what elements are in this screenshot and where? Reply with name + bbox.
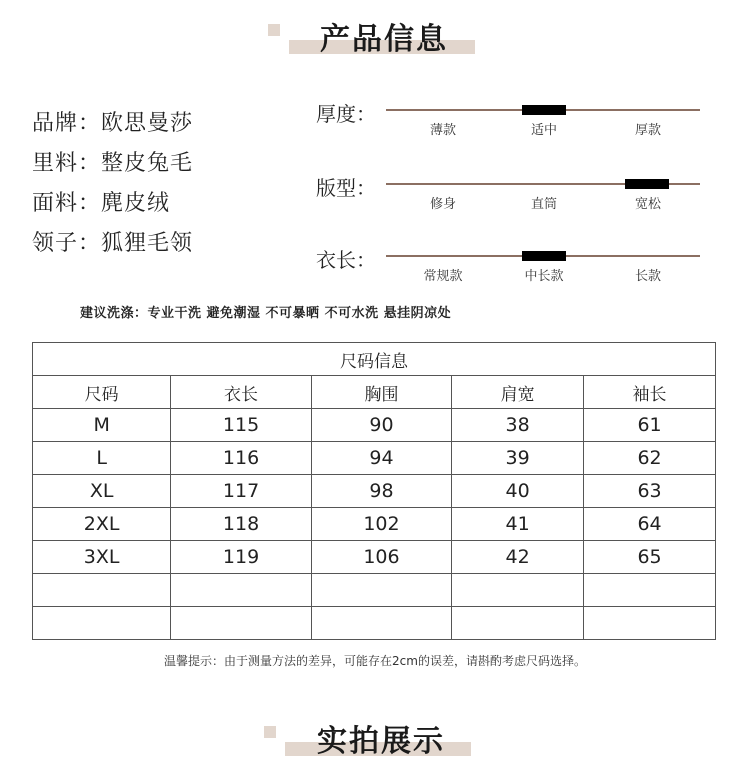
shoulder-cell: 39 [452,442,584,475]
header-cell: 衣长 [171,376,311,409]
measurement-tip: 温馨提示：由于测量方法的差异，可能存在2cm的误差，请斟酌考虑尺码选择。 [164,654,586,668]
empty-cell [311,574,451,607]
scale-option: 厚款 [634,123,661,138]
header-cell: 胸围 [311,376,451,409]
attr-brand [32,106,193,137]
size-cell: 3XL [33,541,171,574]
chest-cell: 102 [311,508,451,541]
scale-option: 修身 [429,197,456,212]
empty-cell [452,574,584,607]
attr-label: 面料： [32,191,102,216]
scale-option: 中长款 [524,269,564,284]
size-cell: 2XL [33,508,171,541]
shoulder-cell: 41 [452,508,584,541]
table-row-empty [33,574,716,607]
length-cell: 115 [171,409,311,442]
scale-option: 直筒 [530,197,557,212]
chest-cell: 98 [311,475,451,508]
heading-decor-square [268,24,280,36]
shoulder-cell: 42 [452,541,584,574]
scale-option: 薄款 [429,123,456,138]
attr-label: 品牌： [32,111,102,136]
scale-marker [625,179,669,189]
empty-cell [33,574,171,607]
sleeve-cell: 65 [584,541,716,574]
length-cell: 116 [171,442,311,475]
product-info-title: 产品信息 [320,22,448,57]
empty-cell [452,607,584,640]
size-table-caption: 尺码信息 [33,343,716,376]
table-row [33,475,716,508]
table-row [33,541,716,574]
scale-option: 适中 [530,123,557,138]
empty-cell [171,574,311,607]
sleeve-cell: 62 [584,442,716,475]
size-cell: M [33,409,171,442]
empty-cell [584,607,716,640]
length-cell: 117 [171,475,311,508]
attr-value: 麂皮绒 [101,191,171,216]
attr-value: 狐狸毛领 [101,231,194,256]
empty-cell [311,607,451,640]
attr-value: 欧思曼莎 [101,111,194,136]
chest-cell: 90 [311,409,451,442]
table-row-empty [33,607,716,640]
sleeve-cell: 61 [584,409,716,442]
scale-label: 衣长： [316,248,376,272]
scale-option: 宽松 [634,197,661,212]
photos-title: 实拍展示 [317,724,445,759]
scale-option: 常规款 [423,269,463,284]
length-cell: 119 [171,541,311,574]
scale-marker [522,105,566,115]
heading-decor-square [264,726,276,738]
table-row [33,409,716,442]
chest-cell: 94 [311,442,451,475]
attr-label: 领子： [32,231,102,256]
header-cell: 肩宽 [452,376,584,409]
sleeve-cell: 64 [584,508,716,541]
wash-instructions: 建议洗涤：专业干洗 避免潮湿 不可暴晒 不可水洗 悬挂阴凉处 [80,306,452,321]
attr-label: 里料： [32,151,102,176]
empty-cell [584,574,716,607]
scale-marker [522,251,566,261]
table-row [33,442,716,475]
sleeve-cell: 63 [584,475,716,508]
scale-label: 版型： [316,176,376,200]
length-cell: 118 [171,508,311,541]
header-cell: 袖长 [584,376,716,409]
chest-cell: 106 [311,541,451,574]
attr-collar [32,226,193,257]
header-cell: 尺码 [33,376,171,409]
size-cell: L [33,442,171,475]
attr-fabric [32,186,170,217]
shoulder-cell: 40 [452,475,584,508]
attr-lining [32,146,193,177]
table-row [33,508,716,541]
product-info-heading [0,10,750,70]
shoulder-cell: 38 [452,409,584,442]
empty-cell [33,607,171,640]
scale-label: 厚度： [316,102,376,126]
empty-cell [171,607,311,640]
photos-heading [0,712,750,772]
size-table [32,342,716,640]
attr-value: 整皮兔毛 [101,151,194,176]
scale-option: 长款 [634,269,661,284]
size-table-header [33,376,716,409]
size-cell: XL [33,475,171,508]
